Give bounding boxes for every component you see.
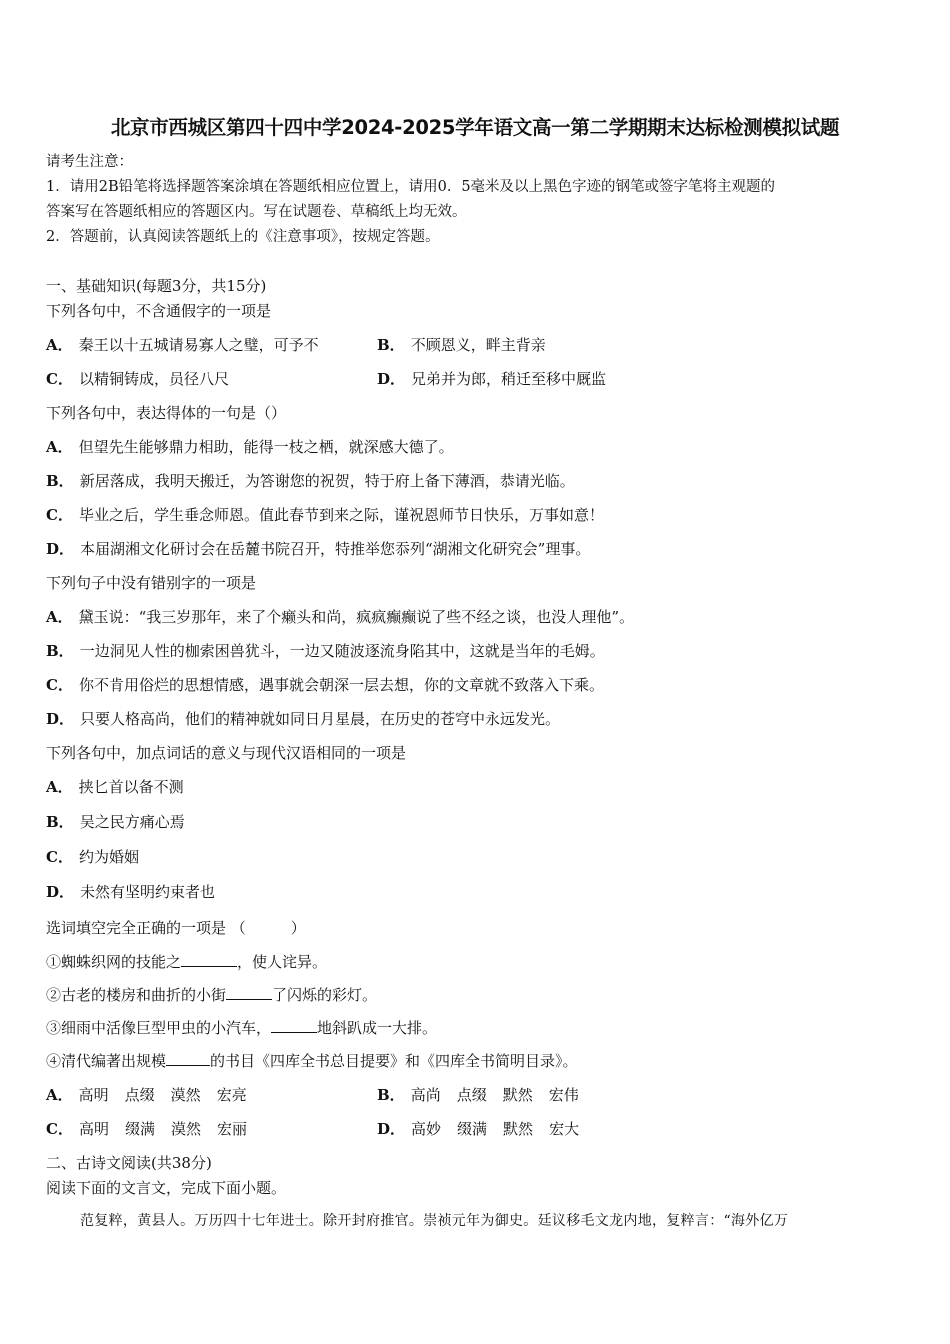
question-4-option-a-text: 挟匕首以备不测	[78, 778, 184, 796]
option-label: C．	[46, 506, 73, 524]
question-5-sentence-3	[46, 1018, 437, 1038]
q5-b-word-1: 高尚	[410, 1086, 441, 1104]
notice-item-1-line-2: 答案写在答题纸相应的答题区内。写在试题卷、草稿纸上均无效。	[46, 204, 467, 220]
question-3-option-c	[46, 675, 604, 695]
question-4-option-d	[46, 882, 215, 902]
question-4-option-b	[46, 812, 185, 832]
option-label: D．	[46, 883, 75, 901]
option-label: A．	[46, 778, 73, 796]
notice-heading: 请考生注意：	[46, 154, 133, 170]
question-5-options-row-2	[46, 1119, 580, 1139]
q5-a-word-2: 点缀	[124, 1086, 155, 1104]
q5-c-word-1: 高明	[78, 1120, 109, 1138]
option-label: B．	[46, 642, 74, 660]
question-5-sentence-2	[46, 985, 377, 1005]
q5-d-word-3: 默然	[503, 1120, 534, 1138]
option-label: D．	[377, 1120, 406, 1138]
sentence-4-post: 的书目《四库全书总目提要》和《四库全书简明目录》。	[210, 1052, 578, 1070]
question-3-option-b-text: 一边洞见人性的枷索困兽犹斗，一边又随波逐流身陷其中，这就是当年的毛姆。	[79, 642, 605, 660]
question-2-option-d	[46, 539, 590, 559]
question-1-option-c: 以精铜铸成，员径八尺	[78, 370, 229, 388]
question-1-option-a: 秦王以十五城请易寡人之璧，可予不	[78, 336, 319, 354]
option-label: D．	[46, 540, 75, 558]
question-3-option-b	[46, 641, 605, 661]
question-4-stem: 下列各句中，加点词话的意义与现代汉语相同的一项是	[46, 744, 407, 762]
question-3-option-d-text: 只要人格高尚，他们的精神就如同日月星晨，在历史的苍穹中永远发光。	[80, 710, 561, 728]
q5-a-word-3: 漠然	[170, 1086, 201, 1104]
sentence-1-pre: ①蜘蛛织网的技能之	[46, 953, 182, 971]
q5-d-word-1: 高妙	[411, 1120, 442, 1138]
option-label: A．	[46, 438, 73, 456]
fill-blank	[166, 1051, 210, 1066]
q5-b-word-3: 默然	[502, 1086, 533, 1104]
option-label: D．	[46, 710, 75, 728]
fill-blank	[226, 985, 272, 1000]
sentence-3-post: 地斜趴成一大排。	[317, 1019, 438, 1037]
notice-item-1-line-1: 1．请用2B铅笔将选择题答案涂填在答题纸相应位置上，请用0．5毫米及以上黑色字迹的钢笔或签字笔将主观题的	[46, 179, 776, 195]
question-1-option-b: 不顾恩义，畔主背亲	[410, 336, 546, 354]
question-2-option-a-text: 但望先生能够鼎力相助，能得一枝之栖，就深感大德了。	[78, 438, 454, 456]
sentence-2-pre: ②古老的楼房和曲折的小街	[46, 986, 227, 1004]
q5-b-word-2: 点缀	[456, 1086, 487, 1104]
notice-item-2: 2．答题前，认真阅读答题纸上的《注意事项》，按规定答题。	[46, 229, 440, 245]
question-5-sentence-1	[46, 952, 327, 972]
sentence-4-pre: ④清代编著出规模	[46, 1052, 167, 1070]
question-1-stem: 下列各句中，不含通假字的一项是	[46, 302, 272, 320]
q5-c-word-3: 漠然	[170, 1120, 201, 1138]
option-label: C．	[46, 1120, 73, 1138]
question-4-option-c	[46, 847, 139, 867]
option-label: C．	[46, 676, 73, 694]
option-label: A．	[46, 336, 73, 354]
q5-a-word-1: 高明	[78, 1086, 109, 1104]
option-label: C．	[46, 848, 73, 866]
sentence-2-post: 了闪烁的彩灯。	[272, 986, 378, 1004]
option-label: B．	[377, 336, 405, 354]
section-2-intro: 阅读下面的文言文，完成下面小题。	[46, 1179, 287, 1197]
question-3-option-a-text: 黛玉说：“我三岁那年，来了个癞头和尚，疯疯癫癫说了些不经之谈，也没人理他”。	[78, 608, 634, 626]
question-3-option-c-text: 你不肯用俗烂的思想情感，遇事就会朝深一层去想，你的文章就不致落入下乘。	[78, 676, 604, 694]
option-label: B．	[46, 813, 74, 831]
question-2-option-d-text: 本届湖湘文化研讨会在岳麓书院召开，特推举您忝列“湖湘文化研究会”理事。	[80, 540, 591, 558]
question-2-option-b	[46, 471, 575, 491]
question-4-option-a	[46, 777, 184, 797]
question-1-option-d: 兄弟并为郎，稍迁至移中厩监	[411, 370, 607, 388]
question-3-stem: 下列句子中没有错别字的一项是	[46, 574, 257, 592]
question-2-option-c	[46, 505, 604, 525]
option-label: C．	[46, 370, 73, 388]
question-2-option-b-text: 新居落成，我明天搬迁，为答谢您的祝贺，特于府上备下薄酒，恭请光临。	[79, 472, 575, 490]
section-2-heading: 二、古诗文阅读(共38分)	[46, 1154, 212, 1172]
question-4-option-b-text: 吴之民方痛心焉	[79, 813, 185, 831]
page-title: 北京市西城区第四十四中学2024-2025学年语文高一第二学期期末达标检测模拟试题	[110, 116, 840, 139]
question-5-stem: 选词填空完全正确的一项是 （ ）	[46, 919, 306, 937]
question-3-option-a	[46, 607, 634, 627]
fill-blank	[181, 952, 237, 967]
question-2-stem: 下列各句中，表达得体的一句是（）	[46, 404, 287, 422]
question-5-sentence-4	[46, 1051, 578, 1071]
q5-d-word-2: 缀满	[457, 1120, 488, 1138]
question-1-options-row-1	[46, 335, 546, 355]
question-4-option-d-text: 未然有坚明约束者也	[80, 883, 216, 901]
option-label: B．	[377, 1086, 405, 1104]
question-1-options-row-2	[46, 369, 607, 389]
section-1-heading: 一、基础知识(每题3分，共15分)	[46, 277, 267, 295]
question-2-option-c-text: 毕业之后，学生垂念师恩。值此春节到来之际，谨祝恩师节日快乐，万事如意！	[78, 506, 604, 524]
q5-a-word-4: 宏亮	[216, 1086, 247, 1104]
question-5-options-row-1	[46, 1085, 579, 1105]
option-label: D．	[377, 370, 406, 388]
option-label: A．	[46, 608, 73, 626]
option-label: A．	[46, 1086, 73, 1104]
reading-passage: 范复粹，黄县人。万历四十七年进士。除开封府推官。崇祯元年为御史。廷议移毛文龙内地，复粹言：“海外亿万	[80, 1213, 789, 1229]
fill-blank	[271, 1018, 317, 1033]
q5-d-word-4: 宏大	[549, 1120, 580, 1138]
q5-c-word-2: 缀满	[124, 1120, 155, 1138]
question-3-option-d	[46, 709, 560, 729]
option-label: B．	[46, 472, 74, 490]
question-2-option-a	[46, 437, 454, 457]
sentence-3-pre: ③细雨中活像巨型甲虫的小汽车，	[46, 1019, 272, 1037]
question-4-option-c-text: 约为婚姻	[78, 848, 139, 866]
sentence-1-post: ，使人诧异。	[237, 953, 328, 971]
q5-b-word-4: 宏伟	[548, 1086, 579, 1104]
q5-c-word-4: 宏丽	[217, 1120, 248, 1138]
